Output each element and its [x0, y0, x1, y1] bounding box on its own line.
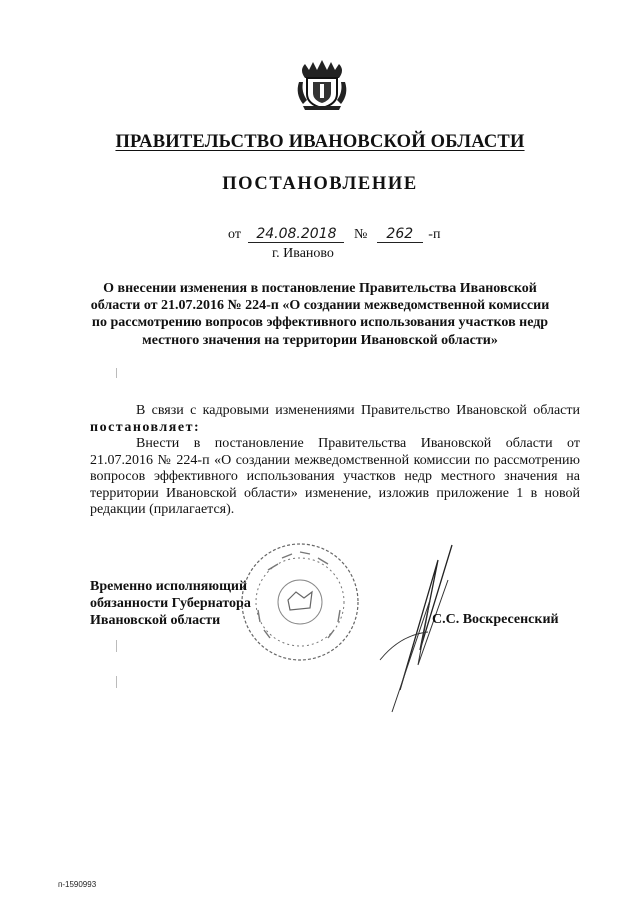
margin-mark: [116, 368, 117, 378]
position-line-3: Ивановской области: [90, 613, 221, 628]
document-date: 24.08.2018: [248, 227, 344, 243]
government-title: ПРАВИТЕЛЬСТВО ИВАНОВСКОЙ ОБЛАСТИ: [115, 132, 525, 152]
decree-paragraph: Внести в постановление Правительства Ивановской области от 21.07.2016 № 224-п «О создании межведомственной комиссии по рассмотрению вопросов эффективного использования участков недр местного значения на территории Ивановской области» изменение, изложив приложение 1 в новой редакции (прилагается).: [90, 436, 580, 518]
document-code: п-1590993: [58, 880, 97, 889]
position-line-1: Временно исполняющий: [90, 579, 248, 594]
city: г. Иваново: [272, 246, 334, 261]
decree-keyword: постановляет:: [90, 419, 201, 435]
signatory-name: С.С. Воскресенский: [432, 612, 559, 627]
document-type: ПОСТАНОВЛЕНИЕ: [222, 174, 418, 194]
document-number: 262: [377, 227, 423, 243]
position-line-2: обязанности Губернатора: [90, 596, 251, 611]
preamble-text: В связи с кадровыми изменениями Правительство Ивановской области: [136, 403, 580, 418]
official-seal-icon: [238, 540, 362, 664]
margin-mark: [116, 640, 117, 652]
document-subject: О внесении изменения в постановление Правительства Ивановской области от 21.07.2016 № 224-п «О создании межведомственной комиссии по рассмотрению вопросов эффективного использования участков недр местного значения на территории Ивановской области»: [90, 281, 550, 348]
number-suffix: -п: [428, 227, 441, 242]
date-number-line: [228, 227, 440, 243]
date-prefix: от: [228, 227, 241, 242]
coat-of-arms-icon: [295, 60, 349, 112]
preamble-paragraph: [90, 403, 580, 436]
number-prefix: №: [353, 227, 368, 242]
margin-mark: [116, 676, 117, 688]
signatory-position: [90, 578, 251, 629]
